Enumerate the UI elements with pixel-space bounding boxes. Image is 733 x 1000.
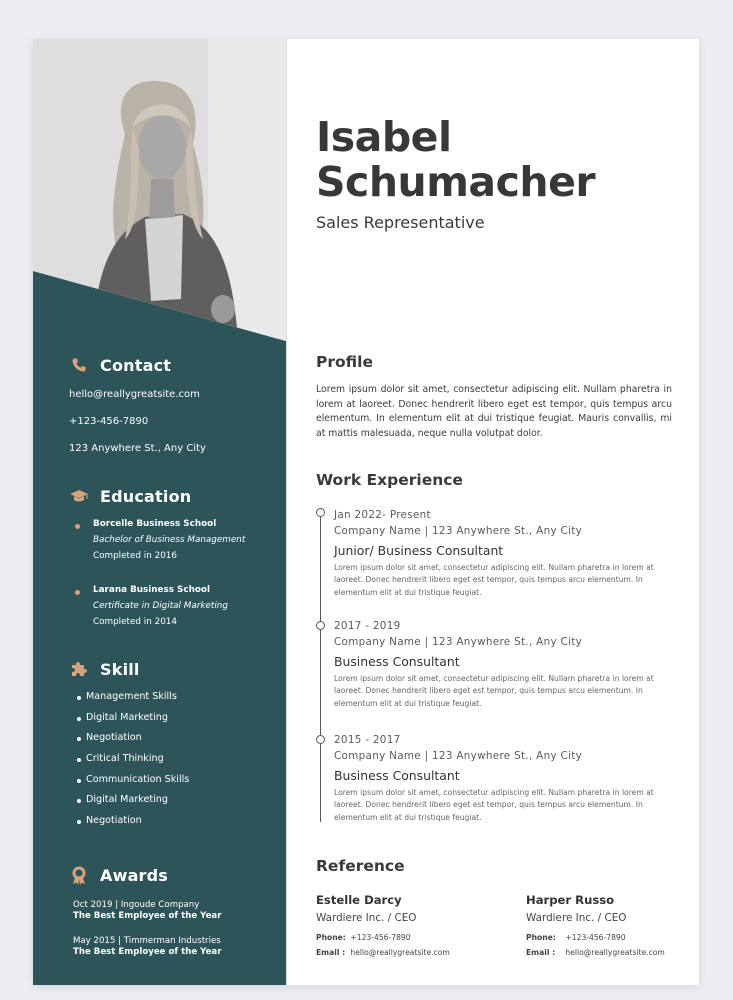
timeline-dot bbox=[316, 508, 325, 517]
reference-card bbox=[316, 893, 486, 960]
education-title: Education bbox=[100, 486, 192, 506]
email-label: Email : bbox=[526, 948, 556, 957]
education-degree: Certificate in Digital Marketing bbox=[93, 601, 228, 611]
education-school: Borcelle Business School bbox=[93, 519, 217, 529]
contact-heading bbox=[69, 353, 269, 377]
reference-phone[interactable]: +123-456-7890 bbox=[350, 933, 411, 942]
job-title: Junior/ Business Consultant bbox=[334, 543, 504, 558]
skill-item: Critical Thinking bbox=[69, 749, 189, 770]
graduation-cap-icon bbox=[69, 486, 89, 506]
skill-item: Negotiation bbox=[69, 728, 189, 749]
job-description: Lorem ipsum dolor sit amet, consectetur adipiscing elit. Nullam pharetra in lorem at laoreet. Donec hendrerit libero eget est tempor, quis tempus arcu elementum. In elementum elit at dui tristique feugiat. bbox=[334, 563, 654, 597]
reference-company: Wardiere Inc. / CEO bbox=[526, 912, 627, 924]
skill-section bbox=[69, 657, 269, 827]
award-title: The Best Employee of the Year bbox=[73, 947, 222, 957]
reference-email[interactable]: hello@reallygreatsite.com bbox=[565, 948, 665, 957]
contact-email[interactable]: hello@reallygreatsite.com bbox=[69, 389, 200, 400]
puzzle-icon bbox=[69, 659, 89, 679]
awards-title: Awards bbox=[100, 865, 169, 885]
reference-email[interactable]: hello@reallygreatsite.com bbox=[350, 948, 450, 957]
bullet bbox=[75, 590, 80, 595]
job-description: Lorem ipsum dolor sit amet, consectetur adipiscing elit. Nullam pharetra in lorem at laoreet. Donec hendrerit libero eget est tempor, quis tempus arcu elementum. In elementum elit at dui tristique feugiat. bbox=[334, 674, 654, 708]
phone-label: Phone: bbox=[526, 933, 556, 942]
award-medal-icon bbox=[69, 865, 89, 885]
skill-list bbox=[69, 687, 189, 832]
job-entry bbox=[334, 618, 674, 710]
reference-name: Harper Russo bbox=[526, 893, 615, 907]
contact-address: 123 Anywhere St., Any City bbox=[69, 443, 206, 454]
phone-label: Phone: bbox=[316, 933, 346, 942]
job-date: Jan 2022- Present bbox=[334, 509, 431, 521]
profile-photo bbox=[33, 39, 286, 341]
resume-page bbox=[33, 39, 699, 985]
job-company: Company Name | 123 Anywhere St., Any City bbox=[334, 525, 583, 537]
contact-phone[interactable]: +123-456-7890 bbox=[69, 416, 149, 427]
skill-item: Management Skills bbox=[69, 687, 189, 708]
awards-section bbox=[69, 863, 269, 957]
skill-item: Communication Skills bbox=[69, 770, 189, 791]
job-entry bbox=[334, 732, 674, 824]
contact-title: Contact bbox=[100, 355, 172, 375]
education-year: Completed in 2016 bbox=[93, 551, 177, 561]
timeline-dot bbox=[316, 735, 325, 744]
last-name: Schumacher bbox=[316, 158, 596, 206]
reference-phone-row bbox=[526, 930, 696, 945]
education-school: Larana Business School bbox=[93, 585, 210, 595]
bullet bbox=[75, 524, 80, 529]
reference-phone[interactable]: +123-456-7890 bbox=[565, 933, 626, 942]
job-description: Lorem ipsum dolor sit amet, consectetur adipiscing elit. Nullam pharetra in lorem at laoreet. Donec hendrerit libero eget est tempor, quis tempus arcu elementum. In elementum elit at dui tristique feugiat. bbox=[334, 788, 654, 822]
award-item bbox=[73, 936, 221, 958]
awards-heading bbox=[69, 863, 269, 887]
email-label: Email : bbox=[316, 948, 346, 957]
column-divider bbox=[286, 39, 287, 985]
timeline-line bbox=[320, 517, 321, 822]
skill-item: Digital Marketing bbox=[69, 790, 189, 811]
award-meta: Oct 2019 | Ingoude Company bbox=[73, 900, 200, 910]
skill-item: Negotiation bbox=[69, 811, 189, 832]
job-date: 2017 - 2019 bbox=[334, 620, 401, 632]
reference-heading: Reference bbox=[316, 857, 405, 875]
skill-item: Digital Marketing bbox=[69, 708, 189, 729]
profile-text: Lorem ipsum dolor sit amet, consectetur adipiscing elit. Nullam pharetra in lorem at laoreet. Donec hendrerit libero eget est tempor, quis tempus arcu elementum. In elementum elit at dui tristique feugiat. Mauris convallis, mi at mattis malesuada, neque nulla volutpat dolor. bbox=[316, 384, 672, 439]
reference-company: Wardiere Inc. / CEO bbox=[316, 912, 417, 924]
reference-card bbox=[526, 893, 696, 960]
sidebar bbox=[33, 39, 286, 985]
contact-section bbox=[69, 353, 269, 454]
job-title: Business Consultant bbox=[334, 654, 460, 669]
reference-email-row bbox=[316, 945, 486, 960]
education-degree: Bachelor of Business Management bbox=[93, 535, 246, 545]
phone-icon bbox=[69, 355, 89, 375]
skill-heading bbox=[69, 657, 269, 681]
job-company: Company Name | 123 Anywhere St., Any City bbox=[334, 636, 583, 648]
award-title: The Best Employee of the Year bbox=[73, 911, 222, 921]
award-meta: May 2015 | Timmerman Industries bbox=[73, 936, 221, 946]
job-company: Company Name | 123 Anywhere St., Any City bbox=[334, 750, 583, 762]
reference-phone-row bbox=[316, 930, 486, 945]
work-experience-heading: Work Experience bbox=[316, 471, 463, 489]
job-role: Sales Representative bbox=[316, 213, 485, 232]
education-year: Completed in 2014 bbox=[93, 617, 177, 627]
award-item bbox=[73, 900, 221, 922]
profile-heading: Profile bbox=[316, 353, 373, 371]
reference-email-row bbox=[526, 945, 696, 960]
education-heading bbox=[69, 484, 269, 508]
education-section bbox=[69, 484, 269, 627]
first-name: Isabel bbox=[316, 113, 452, 161]
timeline-dot bbox=[316, 621, 325, 630]
skill-title: Skill bbox=[100, 659, 140, 679]
job-title: Business Consultant bbox=[334, 768, 460, 783]
full-name bbox=[316, 115, 595, 205]
job-entry bbox=[334, 507, 674, 599]
reference-name: Estelle Darcy bbox=[316, 893, 402, 907]
job-date: 2015 - 2017 bbox=[334, 734, 401, 746]
